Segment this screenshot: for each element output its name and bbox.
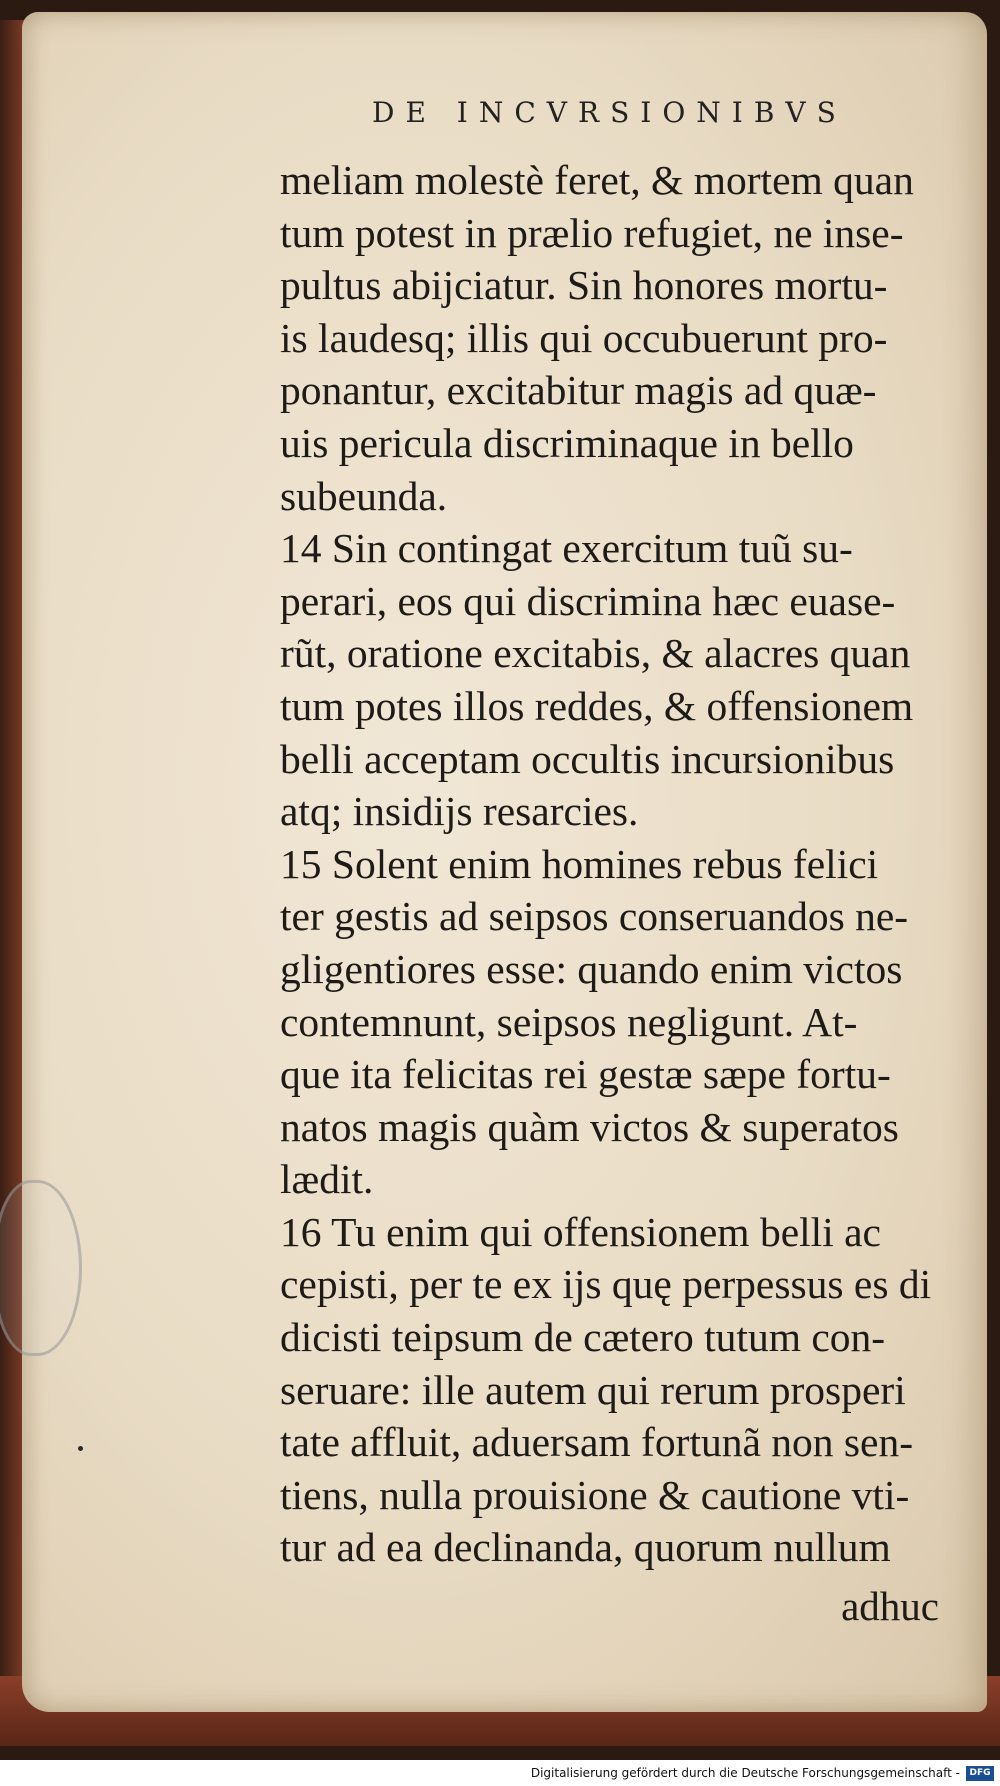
text-line: dicisti teipsum de cætero tutum con-	[280, 1314, 886, 1361]
body-text	[280, 154, 970, 1574]
text-line: contemnunt, seipsos negligunt. At-	[280, 998, 858, 1045]
ink-speck	[78, 1446, 83, 1451]
catchword: adhuc	[841, 1583, 939, 1629]
text-line: gligentiores esse: quando enim victos	[280, 945, 903, 992]
text-line: tur ad ea declinanda, quorum nullum	[280, 1524, 891, 1571]
text-line: cepisti, per te ex ijs quę perpessus es di	[280, 1261, 932, 1308]
text-line: tate affluit, aduersam fortunã non sen-	[280, 1419, 914, 1466]
text-line: pultus abijciatur. Sin honores mortu-	[280, 262, 888, 309]
text-line: tum potes illos reddes, & offensionem	[280, 682, 914, 729]
running-head: DE INCVRSIONIBVS	[372, 96, 847, 129]
text-line: tiens, nulla prouisione & cautione vti-	[280, 1471, 910, 1518]
footer-credit: Digitalisierung gefördert durch die Deutsche Forschungsgemeinschaft -	[530, 1766, 960, 1780]
text-line: rũt, oratione excitabis, & alacres quan	[280, 630, 911, 677]
text-line: 16 Tu enim qui offensionem belli ac	[280, 1208, 881, 1255]
book-page	[22, 12, 987, 1712]
text-line: 15 Solent enim homines rebus felici	[280, 840, 879, 887]
text-line: perari, eos qui discrimina hæc euase-	[280, 577, 896, 624]
text-line: uis pericula discriminaque in bello	[280, 419, 854, 466]
text-line: seruare: ille autem qui rerum prosperi	[280, 1366, 906, 1413]
text-line: natos magis quàm victos & superatos	[280, 1103, 899, 1150]
text-line: meliam molestè feret, & mortem quan	[280, 157, 914, 203]
text-line: 14 Sin contingat exercitum tuũ su-	[280, 525, 853, 572]
dfg-logo: DFG	[966, 1766, 994, 1781]
text-line: belli acceptam occultis incursionibus	[280, 735, 895, 782]
text-line: tum potest in prælio refugiet, ne inse-	[280, 209, 904, 256]
text-line: ponantur, excitabitur magis ad quæ-	[280, 367, 877, 414]
text-line: atq; insidijs resarcies.	[280, 788, 639, 835]
text-line: que ita felicitas rei gestæ sæpe fortu-	[280, 1051, 891, 1098]
text-line: lædit.	[280, 1156, 374, 1203]
text-line: subeunda.	[280, 472, 448, 519]
digitization-footer	[0, 1760, 1000, 1786]
text-line: ter gestis ad seipsos conseruandos ne-	[280, 893, 909, 940]
text-line: is laudesq; illis qui occubuerunt pro-	[280, 314, 888, 361]
